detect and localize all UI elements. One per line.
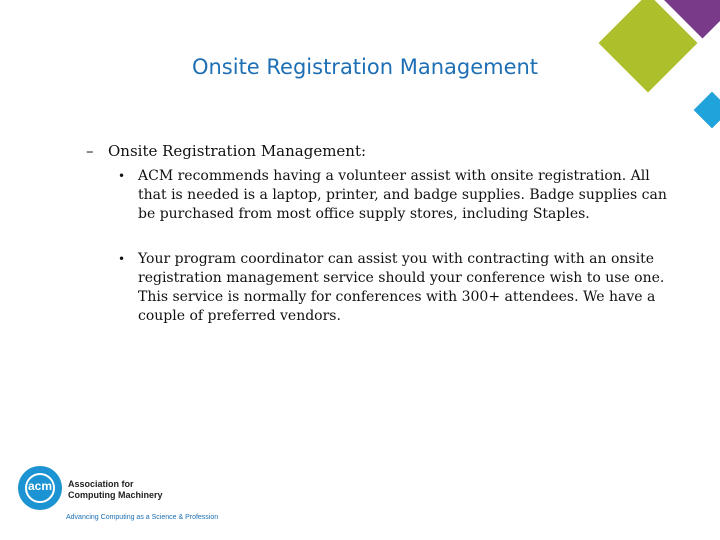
blue-diamond-decoration [694, 92, 720, 129]
bullet-text: ACM recommends having a volunteer assist with onsite registration. All that is needed is a laptop, printer, and badge supplies. Badge supplies can be purchased from most office supply stores, including Staples. [138, 168, 667, 222]
logo-name-line2: Computing Machinery [68, 490, 163, 500]
section-heading-text: Onsite Registration Management: [108, 142, 367, 160]
logo-tagline: Advancing Computing as a Science & Profession [66, 514, 219, 521]
bullet-text: Your program coordinator can assist you with contracting with an onsite registration management service should your conference wish to use one. This service is normally for conferences with 300+ attendees. We have a couple of preferred vendors. [138, 251, 665, 324]
logo-name-line1: Association for [68, 479, 134, 489]
acm-mark: acm [27, 479, 53, 493]
acm-emblem-icon [18, 466, 62, 510]
section-heading [86, 142, 366, 160]
dash-marker: – [86, 142, 94, 160]
slide-title: Onsite Registration Management [191, 55, 539, 79]
bullet-icon: • [118, 169, 126, 183]
bullet-icon: • [118, 252, 126, 266]
